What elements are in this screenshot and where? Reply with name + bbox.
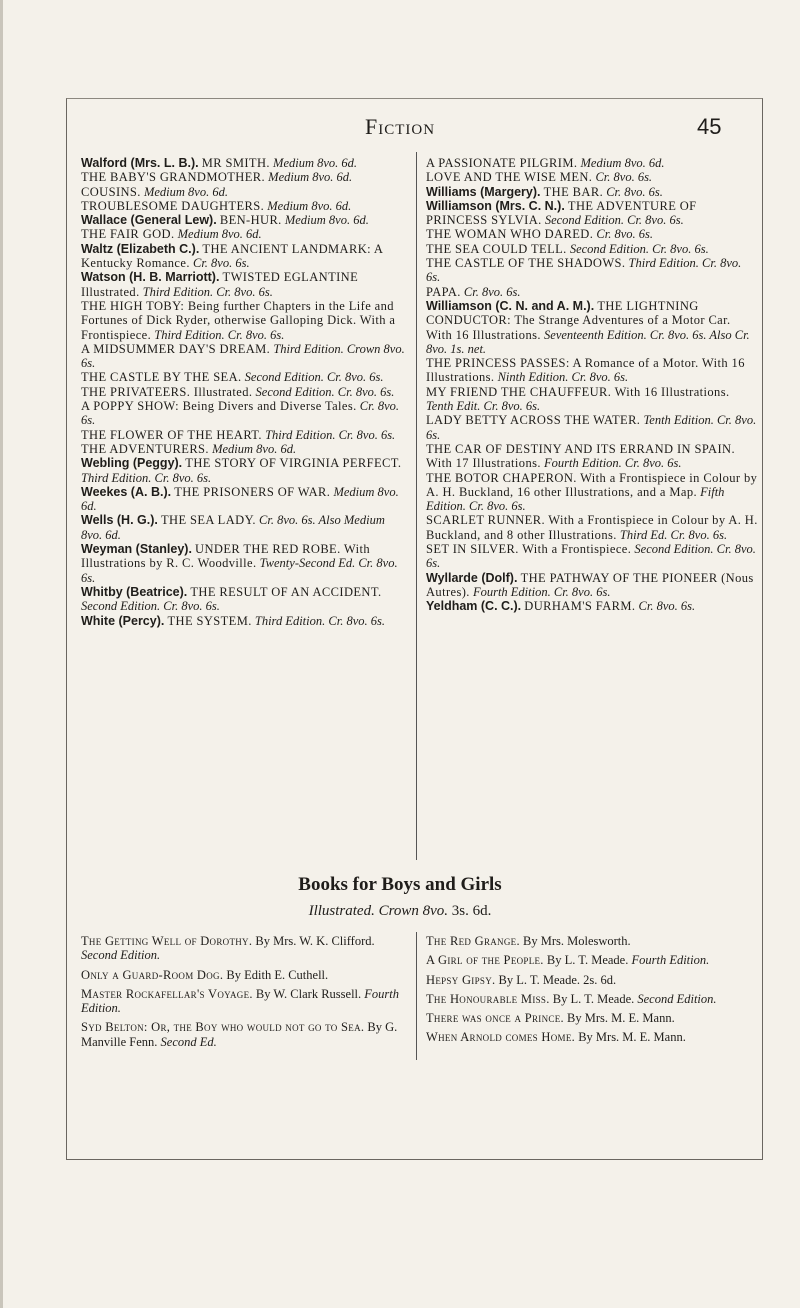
entry-title: THE RESULT OF AN ACCIDENT.: [190, 584, 382, 599]
entry-title: THE ANCIENT LANDMARK: A Kentucky Romance.: [81, 241, 383, 271]
entry-title: BEN-HUR.: [219, 213, 282, 228]
entry-title: THE PRIVATEERS. Illustrated.: [81, 384, 253, 399]
entry-detail: Medium 8vo. 6d.: [212, 441, 297, 456]
entry-detail: Ninth Edition. Cr. 8vo. 6s.: [497, 370, 629, 385]
entry-title: THE ADVENTURERS.: [81, 441, 209, 456]
entry-detail: Cr. 8vo. 6s.: [595, 170, 653, 185]
book-edition: Second Edition.: [81, 948, 161, 963]
book-edition: Second Edition.: [637, 991, 717, 1006]
entry-title: THE HIGH TOBY: Being further Chapters in the Life and Fortunes of Dick Ryder, otherwise Galloping Dick. With a Frontispiece.: [81, 298, 396, 342]
entry-detail: Cr. 8vo. 6s.: [192, 256, 250, 271]
catalog-entry: [426, 242, 758, 256]
entry-title: UNDER THE RED ROBE. With Illustrations by R. C. Woodville.: [81, 542, 371, 571]
book-author: By L. T. Meade.: [552, 991, 635, 1006]
entry-title: TROUBLESOME DAUGHTERS.: [81, 198, 265, 213]
catalog-entry: [426, 442, 758, 471]
section-price: 3s. 6d.: [451, 903, 492, 919]
boys-column-divider: [416, 932, 417, 1060]
entry-title: THE WOMAN WHO DARED.: [426, 227, 594, 242]
entry-detail: Third Edition. Cr. 8vo. 6s.: [426, 256, 742, 285]
entry-author: Williamson (C. N. and A. M.).: [426, 298, 595, 313]
section-subheading-text: Illustrated. Crown 8vo.: [308, 903, 449, 919]
entry-author: Williamson (Mrs. C. N.).: [426, 198, 565, 213]
entry-detail: Fourth Edition. Cr. 8vo. 6s.: [472, 584, 611, 599]
catalog-entry: [426, 599, 758, 613]
book-entry: [426, 992, 756, 1006]
entry-author: Webling (Peggy).: [81, 456, 183, 471]
catalog-entry: [81, 370, 407, 384]
entry-title: THE BAR.: [543, 184, 604, 199]
entry-detail: Cr. 8vo. 6s.: [463, 284, 521, 299]
book-entry: [81, 968, 407, 982]
entry-author: Walford (Mrs. L. B.).: [81, 156, 199, 170]
entry-detail: Medium 8vo. 6d.: [273, 156, 358, 170]
book-title: A Girl of the People.: [426, 953, 544, 968]
book-title: Syd Belton: Or, the Boy who would not go to Sea.: [81, 1020, 365, 1035]
entry-detail: Medium 8vo. 6d.: [267, 198, 352, 213]
entry-author: White (Percy).: [81, 613, 165, 628]
entry-author: Wyllarde (Dolf).: [426, 570, 518, 585]
book-entry: [426, 953, 756, 967]
catalog-entry: [81, 270, 407, 299]
entry-title: THE FLOWER OF THE HEART.: [81, 427, 262, 442]
book-author: By Mrs. M. E. Mann.: [567, 1011, 675, 1026]
catalog-entry: [81, 428, 407, 442]
book-title: The Getting Well of Dorothy.: [81, 934, 253, 948]
book-title: Hepsy Gipsy.: [426, 972, 496, 987]
entry-detail: Second Edition. Cr. 8vo. 6s.: [544, 213, 684, 228]
book-entry: [426, 934, 756, 948]
book-title: Only a Guard-Room Dog.: [81, 967, 224, 982]
entry-title: COUSINS.: [81, 184, 141, 199]
entry-title: THE CASTLE OF THE SHADOWS.: [426, 256, 626, 271]
catalog-entry: [81, 242, 407, 271]
entry-detail: Medium 8vo. 6d.: [284, 213, 369, 228]
catalog-entry: [426, 471, 758, 514]
book-title: The Red Grange.: [426, 934, 520, 948]
book-author: By L. T. Meade.: [546, 953, 629, 968]
book-title: The Honourable Miss.: [426, 991, 550, 1006]
scan-edge: [0, 0, 3, 1308]
catalog-entry: [81, 185, 407, 199]
book-entry: [426, 973, 756, 987]
entry-detail: Medium 8vo. 6d.: [580, 156, 665, 170]
entry-title: THE PRISONERS OF WAR.: [174, 484, 331, 499]
entry-author: Yeldham (C. C.).: [426, 599, 522, 614]
entry-detail: Medium 8vo. 6d.: [268, 170, 353, 185]
entry-author: Waltz (Elizabeth C.).: [81, 241, 200, 256]
book-author: By Edith E. Cuthell.: [226, 967, 329, 982]
entry-title: TWISTED EGLANTINE Illustrated.: [81, 270, 359, 299]
entry-author: Watson (H. B. Marriott).: [81, 270, 220, 285]
book-entry: [81, 1020, 407, 1049]
page-number: 45: [697, 114, 722, 139]
catalog-entry: [81, 542, 407, 585]
entry-detail: Cr. 8vo. 6s.: [596, 227, 653, 242]
catalog-entry: [426, 170, 758, 184]
column-divider: [416, 152, 417, 860]
book-edition: Fourth Edition.: [81, 986, 399, 1016]
catalog-entry: [426, 285, 758, 299]
entry-detail: Third Edition. Cr. 8vo. 6s.: [81, 470, 212, 485]
catalog-entry: [426, 571, 758, 600]
book-entry: [81, 934, 407, 963]
book-author: By Mrs. W. K. Clifford.: [255, 934, 375, 948]
entry-title: A MIDSUMMER DAY'S DREAM.: [81, 341, 271, 356]
left-column: [81, 156, 407, 628]
entry-detail: Tenth Edit. Cr. 8vo. 6s.: [426, 399, 541, 414]
entry-title: THE BABY'S GRANDMOTHER.: [81, 170, 266, 185]
entry-author: Whitby (Beatrice).: [81, 584, 188, 599]
entry-title: PAPA.: [426, 284, 461, 299]
entry-author: Wallace (General Lew).: [81, 213, 217, 228]
entry-title: THE SEA COULD TELL.: [426, 241, 567, 256]
entry-title: THE SEA LADY.: [161, 513, 256, 528]
entry-title: THE BOTOR CHAPERON. With a Frontispiece in Colour by A. H. Buckland, 16 other Illustrations, and a Map.: [426, 470, 758, 499]
catalog-entry: [81, 156, 407, 170]
catalog-entry: [81, 342, 407, 371]
entry-detail: Medium 8vo. 6d.: [177, 227, 262, 242]
catalog-entry: [81, 399, 407, 428]
book-entry: [426, 1030, 756, 1044]
entry-title: A PASSIONATE PILGRIM.: [426, 156, 578, 170]
entry-detail: Tenth Edition. Cr. 8vo. 6s.: [426, 413, 757, 442]
entry-title: LADY BETTY ACROSS THE WATER.: [426, 413, 641, 428]
entry-detail: Second Edition. Cr. 8vo. 6s.: [255, 384, 395, 399]
catalog-entry: [81, 213, 407, 227]
catalog-entry: [426, 227, 758, 241]
entry-author: Williams (Margery).: [426, 184, 541, 199]
entry-title: THE CASTLE BY THE SEA.: [81, 370, 242, 385]
entry-detail: Second Edition. Cr. 8vo. 6s.: [569, 241, 709, 256]
entry-detail: Seventeenth Edition. Cr. 8vo. 6s. Also Cr. 8vo. 1s. net.: [426, 327, 750, 356]
catalog-entry: [81, 614, 407, 628]
right-column: [426, 156, 758, 614]
book-author: By W. Clark Russell.: [255, 986, 362, 1001]
entry-title: THE STORY OF VIRGINIA PERFECT.: [185, 456, 402, 471]
book-author: By Mrs. M. E. Mann.: [578, 1030, 686, 1045]
boys-left-column: [81, 934, 407, 1054]
catalog-entry: [81, 170, 407, 184]
entry-title: DURHAM'S FARM.: [524, 599, 636, 614]
book-author: By G. Manville Fenn.: [81, 1020, 398, 1049]
entry-detail: Fourth Edition. Cr. 8vo. 6s.: [544, 456, 682, 471]
entry-detail: Medium 8vo. 6d.: [143, 184, 228, 199]
entry-title: SET IN SILVER. With a Frontispiece.: [426, 542, 632, 557]
entry-detail: Fifth Edition. Cr. 8vo. 6s.: [426, 484, 725, 514]
entry-title: THE CAR OF DESTINY AND ITS ERRAND IN SPAIN. With 17 Illustrations.: [426, 441, 736, 471]
entry-detail: Third Ed. Cr. 8vo. 6s.: [619, 527, 728, 542]
entry-author: Weyman (Stanley).: [81, 542, 192, 557]
entry-detail: Twenty-Second Ed. Cr. 8vo. 6s.: [81, 556, 398, 585]
catalog-entry: [81, 442, 407, 456]
entry-detail: Second Edition. Cr. 8vo. 6s.: [426, 542, 756, 571]
catalog-entry: [81, 585, 407, 614]
catalog-entry: [426, 299, 758, 356]
book-edition: Second Ed.: [160, 1034, 217, 1049]
book-title: There was once a Prince.: [426, 1011, 564, 1026]
catalog-entry: [81, 485, 407, 514]
entry-title: SCARLET RUNNER. With a Frontispiece in Colour by A. H. Buckland, and 8 other Illustrations.: [426, 513, 758, 542]
entry-detail: Third Edition. Cr. 8vo. 6s.: [154, 327, 285, 342]
entry-title: THE LIGHTNING CONDUCTOR: The Strange Adventures of a Motor Car. With 16 Illustrations.: [426, 298, 731, 342]
book-author: By Mrs. Molesworth.: [523, 934, 631, 948]
section-heading: Books for Boys and Girls: [298, 874, 502, 895]
entry-detail: Cr. 8vo. 6s.: [81, 399, 400, 428]
entry-title: A POPPY SHOW: Being Divers and Diverse Tales.: [81, 399, 357, 414]
catalog-entry: [426, 185, 758, 199]
catalog-entry: [426, 199, 758, 228]
catalog-entry: [426, 256, 758, 285]
entry-detail: Third Edition. Cr. 8vo. 6s.: [142, 284, 273, 299]
book-author: By L. T. Meade. 2s. 6d.: [498, 972, 617, 987]
entry-detail: Medium 8vo. 6d.: [81, 484, 399, 514]
entry-title: THE ADVENTURE OF PRINCESS SYLVIA.: [426, 198, 697, 228]
book-entry: [81, 987, 407, 1016]
entry-detail: Cr. 8vo. 6s.: [638, 599, 696, 614]
boys-right-column: [426, 934, 756, 1050]
entry-detail: Third Edition. Cr. 8vo. 6s.: [265, 427, 396, 442]
entry-detail: Third Edition. Cr. 8vo. 6s.: [254, 613, 385, 628]
catalog-entry: [426, 356, 758, 385]
entry-title: THE PATHWAY OF THE PIONEER (Nous Autres).: [426, 570, 754, 599]
book-title: Master Rockafellar's Voyage.: [81, 986, 253, 1001]
entry-title: THE FAIR GOD.: [81, 227, 175, 242]
entry-detail: Second Edition. Cr. 8vo. 6s.: [81, 599, 220, 614]
entry-detail: Cr. 8vo. 6s. Also Medium 8vo. 6d.: [81, 513, 385, 542]
section-subheading: [0, 903, 800, 920]
entry-detail: Second Edition. Cr. 8vo. 6s.: [244, 370, 384, 385]
entry-title: THE SYSTEM.: [167, 613, 252, 628]
entry-title: LOVE AND THE WISE MEN.: [426, 170, 593, 185]
entry-author: Wells (H. G.).: [81, 513, 158, 528]
entry-title: MR SMITH.: [201, 156, 270, 170]
entry-title: MY FRIEND THE CHAUFFEUR. With 16 Illustrations.: [426, 384, 730, 399]
book-entry: [426, 1011, 756, 1025]
catalog-entry: [81, 385, 407, 399]
catalog-entry: [81, 299, 407, 342]
book-edition: Fourth Edition.: [631, 953, 710, 968]
catalog-entry: [426, 156, 758, 170]
running-head: Fiction: [364, 114, 436, 139]
entry-author: Weekes (A. B.).: [81, 484, 172, 499]
catalog-entry: [426, 385, 758, 414]
catalog-entry: [81, 227, 407, 241]
catalog-entry: [81, 456, 407, 485]
entry-title: THE PRINCESS PASSES: A Romance of a Motor. With 16 Illustrations.: [426, 356, 745, 385]
catalog-entry: [426, 513, 758, 542]
catalog-entry: [81, 199, 407, 213]
catalog-entry: [426, 542, 758, 571]
entry-detail: Cr. 8vo. 6s.: [606, 184, 663, 199]
catalog-entry: [426, 413, 758, 442]
book-title: When Arnold comes Home.: [426, 1030, 576, 1045]
catalog-entry: [81, 513, 407, 542]
entry-detail: Third Edition. Crown 8vo. 6s.: [81, 341, 405, 371]
